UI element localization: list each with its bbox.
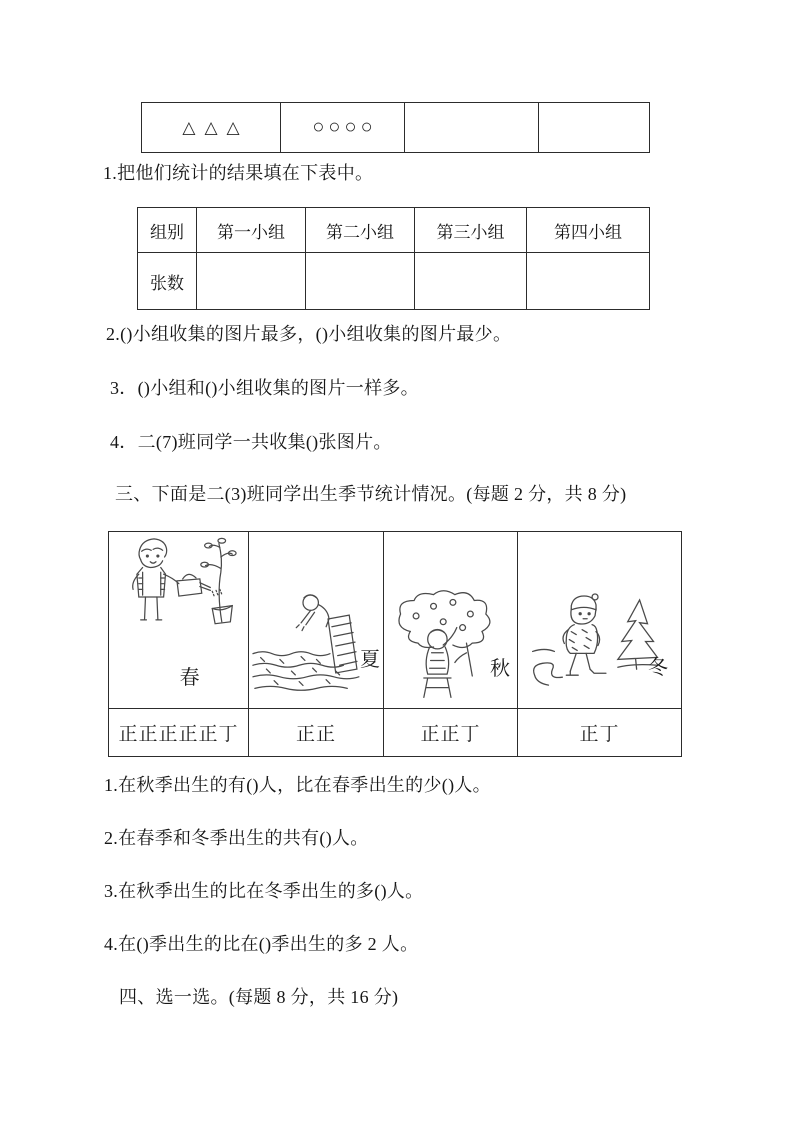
question-more-by-two: 4.在()季出生的比在()季出生的多 2 人。 — [104, 934, 419, 954]
section-four-heading: 四、选一选。(每题 8 分，共 16 分) — [119, 987, 399, 1007]
season-cell-spring — [109, 532, 249, 709]
question-most-least: 2.()小组收集的图片最多，()小组收集的图片最少。 — [106, 324, 512, 344]
question-autumn-count: 1.在秋季出生的有()人，比在春季出生的少()人。 — [104, 775, 491, 795]
season-cell-summer — [249, 532, 384, 709]
answer-cell — [415, 253, 527, 309]
col-header-group: 组别 — [138, 208, 197, 253]
circle-symbols-cell: ○○○○ — [281, 103, 405, 152]
spring-watering-illustration — [114, 536, 238, 639]
empty-symbols-cell — [405, 103, 539, 152]
answer-cell — [527, 253, 649, 309]
empty-symbols-cell — [539, 103, 649, 152]
symbol-count-table — [141, 102, 650, 153]
answer-cell — [197, 253, 306, 309]
col-header-group3: 第三小组 — [415, 208, 527, 253]
question-spring-winter-sum: 2.在春季和冬季出生的共有()人。 — [104, 828, 369, 848]
season-cell-winter — [518, 532, 681, 709]
tally-cell-autumn: 正正丁 — [384, 709, 518, 756]
answer-cell — [306, 253, 415, 309]
section-three-heading: 三、下面是二(3)班同学出生季节统计情况。(每题 2 分，共 8 分) — [115, 484, 627, 504]
season-cell-autumn — [384, 532, 518, 709]
col-header-group2: 第二小组 — [306, 208, 415, 253]
question-total: 4．二(7)班同学一共收集()张图片。 — [110, 432, 392, 452]
question-autumn-vs-winter: 3.在秋季出生的比在冬季出生的多()人。 — [104, 881, 424, 901]
row-label-sheets: 张数 — [138, 253, 197, 309]
season-label-spring: 春 — [179, 667, 200, 689]
question-equal: 3．()小组和()小组收集的图片一样多。 — [110, 378, 419, 398]
season-label-summer: 夏 — [360, 649, 380, 671]
col-header-group1: 第一小组 — [197, 208, 306, 253]
season-label-winter: 冬 — [648, 657, 668, 679]
season-tally-table — [108, 531, 682, 757]
triangle-symbols-cell: △△△ — [142, 103, 281, 152]
col-header-group4: 第四小组 — [527, 208, 649, 253]
season-label-autumn: 秋 — [490, 658, 510, 680]
tally-cell-spring: 正正正正正丁 — [109, 709, 249, 756]
group-result-table — [137, 207, 650, 310]
autumn-picking-illustration — [387, 587, 513, 705]
winter-skating-illustration — [524, 592, 674, 696]
question-fill-table: 1.把他们统计的结果填在下表中。 — [103, 163, 374, 183]
tally-cell-winter: 正丁 — [579, 724, 620, 745]
tally-cell-summer: 正正 — [249, 709, 384, 756]
